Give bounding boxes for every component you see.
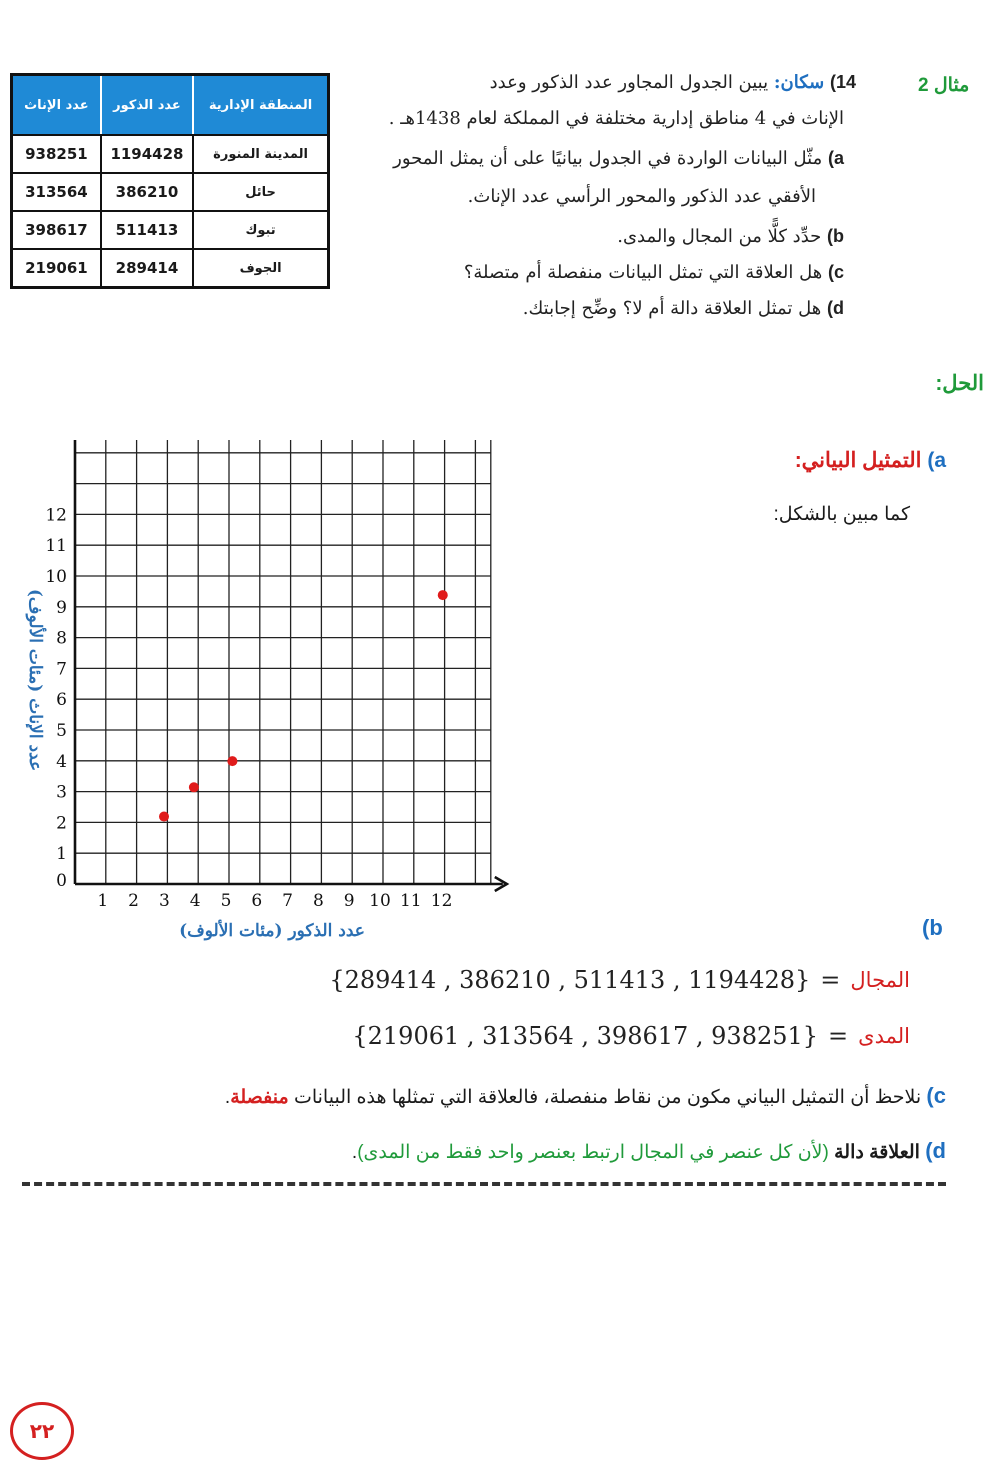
x-tick-label: 12 (430, 891, 453, 911)
y-tick-label: 11 (45, 536, 67, 557)
header-males: عدد الذكور (101, 75, 193, 136)
domain-line (329, 966, 910, 994)
cell-females: 398617 (12, 211, 101, 249)
y-tick-label: 6 (56, 690, 67, 711)
page-number-badge (10, 1402, 74, 1460)
solution-a-label: a) (927, 449, 946, 472)
cell-region: المدينة المنورة (193, 135, 328, 173)
y-tick-label: 9 (56, 597, 67, 618)
part-c-label: c) (827, 262, 844, 282)
chart-grid (75, 440, 491, 884)
x-tick-label: 4 (189, 891, 201, 911)
y-tick-label: 7 (56, 659, 67, 680)
y-tick-label: 3 (56, 782, 67, 803)
x-tick-label: 6 (251, 891, 263, 911)
part-b-text: حدِّد كلًّا من المجال والمدى. (617, 226, 822, 247)
solution-c-answer: منفصلة (230, 1087, 289, 1108)
y-tick-label: 5 (56, 721, 67, 741)
example-label: مثال 2 (918, 75, 970, 96)
data-point (227, 756, 237, 766)
solution-d-label: d) (925, 1138, 946, 1163)
page-number: ٢٢ (29, 1419, 55, 1443)
population-table (10, 73, 330, 289)
solution-c-period: . (224, 1087, 231, 1108)
domain-equals: = (820, 966, 841, 994)
part-b-label: b) (827, 226, 844, 246)
question-intro-line1: يبين الجدول المجاور عدد الذكور وعدد (489, 72, 769, 93)
cell-males: 386210 (101, 173, 193, 211)
range-set: {219061 , 313564 , 398617 , 938251} (352, 1022, 819, 1050)
x-tick-label: 2 (128, 891, 140, 911)
y-tick-label: 10 (45, 567, 67, 587)
x-tick-label: 3 (158, 891, 170, 911)
cell-females: 219061 (12, 249, 101, 288)
part-d-text: هل تمثل العلاقة دالة أم لا؟ وضِّح إجابتك. (522, 298, 822, 319)
question-intro-1 (296, 72, 856, 93)
solution-d-period: . (351, 1142, 358, 1163)
part-a-line2: الأفقي عدد الذكور والمحور الرأسي عدد الإناث. (467, 186, 816, 207)
x-tick-label: 5 (220, 891, 232, 911)
y-tick-label: 1 (56, 844, 67, 865)
cell-females: 313564 (12, 173, 101, 211)
y-tick-label: 12 (45, 505, 67, 526)
dashed-separator (22, 1182, 946, 1186)
part-d-question (244, 298, 844, 319)
data-point (189, 782, 199, 792)
range-label: المدى (858, 1024, 910, 1048)
y-axis-label: عدد الإناث (مئات الألوف) (25, 588, 45, 772)
x-axis-label: عدد الذكور (مئات الألوف) (179, 921, 365, 941)
data-point (438, 590, 448, 600)
x-tick-label: 9 (343, 891, 355, 911)
x-tick-label: 8 (312, 891, 324, 911)
data-points (159, 590, 448, 821)
part-c-question (244, 262, 844, 283)
part-c-text: هل العلاقة التي تمثل البيانات منفصلة أم متصلة؟ (463, 262, 823, 283)
solution-d (46, 1138, 946, 1164)
domain-label: المجال (850, 968, 910, 992)
y-tick-label: 2 (56, 813, 67, 834)
y-tick-label: 0 (56, 871, 67, 891)
part-d-label: d) (827, 298, 844, 318)
solution-b-label: (b (922, 915, 943, 940)
solution-c (46, 1083, 946, 1109)
solution-d-reason: (لأن كل عنصر في المجال ارتبط بعنصر واحد فقط من المدى) (357, 1142, 829, 1163)
x-tick-labels (97, 891, 452, 911)
solution-c-text: نلاحظ أن التمثيل البياني مكون من نقاط منفصلة، فالعلاقة التي تمثلها هذه البيانات (293, 1087, 922, 1108)
part-b-question (244, 226, 844, 247)
cell-males: 511413 (101, 211, 193, 249)
cell-females: 938251 (12, 135, 101, 173)
header-region: المنطقة الإدارية (193, 75, 328, 136)
cell-males: 289414 (101, 249, 193, 288)
header-females: عدد الإناث (12, 75, 101, 136)
part-a-question (204, 148, 844, 169)
question-number: 14) (829, 72, 856, 92)
solution-d-answer: العلاقة دالة (834, 1142, 920, 1163)
solution-heading: الحل: (935, 372, 984, 395)
solution-a-heading: التمثيل البياني: (794, 449, 922, 472)
data-point (159, 812, 169, 822)
domain-set: {289414 , 386210 , 511413 , 1194428} (329, 966, 811, 994)
cell-region: حائل (193, 173, 328, 211)
x-tick-label: 10 (369, 891, 391, 911)
y-tick-labels (45, 505, 67, 891)
part-a-line1: مثّل البيانات الواردة في الجدول بيانيًا على أن يمثل المحور (393, 148, 823, 169)
solution-c-label: c) (926, 1083, 946, 1108)
solution-a-title (795, 448, 946, 473)
scatter-chart (0, 440, 520, 960)
y-tick-label: 4 (56, 751, 67, 772)
cell-males: 1194428 (101, 135, 193, 173)
question-topic: سكان: (773, 72, 825, 93)
cell-region: الجوف (193, 249, 328, 288)
cell-region: تبوك (193, 211, 328, 249)
y-tick-label: 8 (56, 628, 67, 649)
question-intro-line2: الإناث في 4 مناطق إدارية مختلفة في المملكة لعام 1438هـ . (388, 108, 844, 129)
x-tick-label: 11 (399, 891, 422, 911)
part-a-label: a) (827, 148, 844, 168)
range-line (352, 1022, 910, 1050)
x-tick-label: 1 (97, 891, 109, 911)
solution-a-note: كما مبين بالشكل: (773, 504, 910, 525)
chart-axes (68, 440, 507, 891)
range-equals: = (828, 1022, 849, 1050)
x-tick-label: 7 (282, 891, 294, 911)
